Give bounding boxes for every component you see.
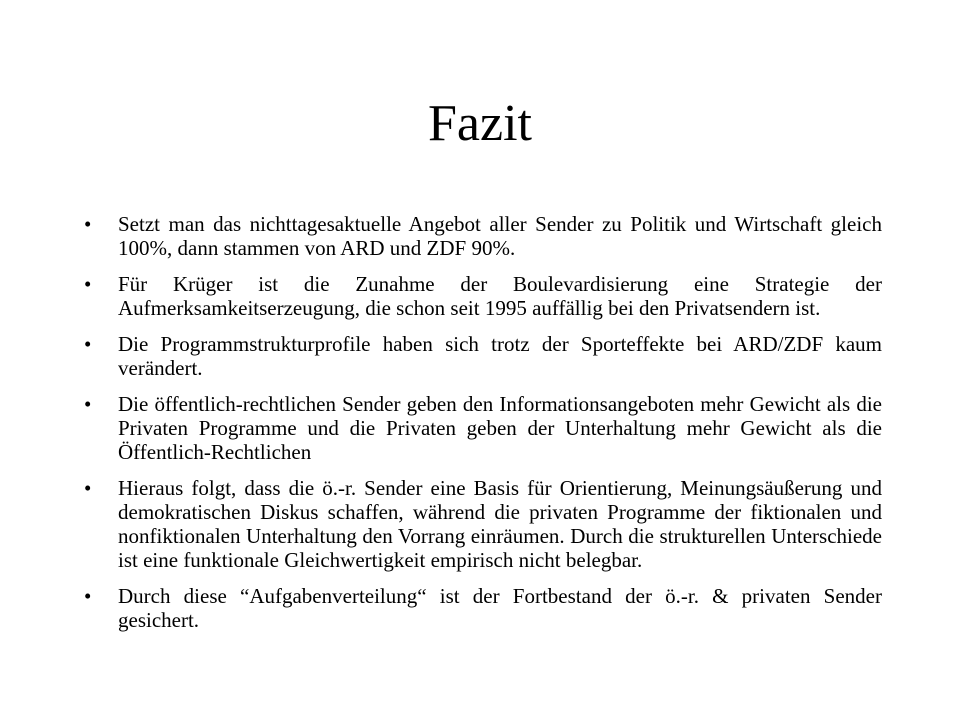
slide-title: Fazit <box>428 95 532 152</box>
bullet-item <box>84 392 882 464</box>
bullet-point-icon: • <box>84 212 92 236</box>
bullet-item <box>84 584 882 632</box>
bullet-item <box>84 332 882 380</box>
bullet-text: Setzt man das nichttagesaktuelle Angebot aller Sender zu Politik und Wirtschaft gleich 100%, dann stammen von ARD und ZDF 90%. <box>118 212 882 260</box>
bullet-text: Durch diese “Aufgabenverteilung“ ist der Fortbestand der ö.-r. & privaten Sender gesichert. <box>118 584 882 632</box>
bullet-point-icon: • <box>84 584 92 608</box>
bullet-text: Für Krüger ist die Zunahme der Boulevardisierung eine Strategie der Aufmerksamkeitserzeugung, die schon seit 1995 auffällig bei den Privatsendern ist. <box>118 272 882 320</box>
bullet-item <box>84 212 882 260</box>
bullet-point-icon: • <box>84 392 92 416</box>
bullet-text: Die öffentlich-rechtlichen Sender geben den Informationsangeboten mehr Gewicht als die Privaten Programme und die Privaten geben der Unterhaltung mehr Gewicht als die Öffentlich-Rechtlichen <box>118 392 882 464</box>
bullet-text: Die Programmstrukturprofile haben sich trotz der Sporteffekte bei ARD/ZDF kaum verändert. <box>118 332 882 380</box>
bullet-item <box>84 272 882 320</box>
bullet-item <box>84 476 882 572</box>
bullet-point-icon: • <box>84 272 92 296</box>
bullet-list <box>84 212 882 644</box>
bullet-point-icon: • <box>84 476 92 500</box>
bullet-text: Hieraus folgt, dass die ö.-r. Sender eine Basis für Orientierung, Meinungsäußerung und demokratischen Diskus schaffen, während die privaten Programme der fiktionalen und nonfiktionalen Unterhaltung den Vorrang einräumen. Durch die strukturellen Unterschiede ist eine funktionale Gleichwertigkeit empirisch nicht belegbar. <box>118 476 882 572</box>
bullet-point-icon: • <box>84 332 92 356</box>
